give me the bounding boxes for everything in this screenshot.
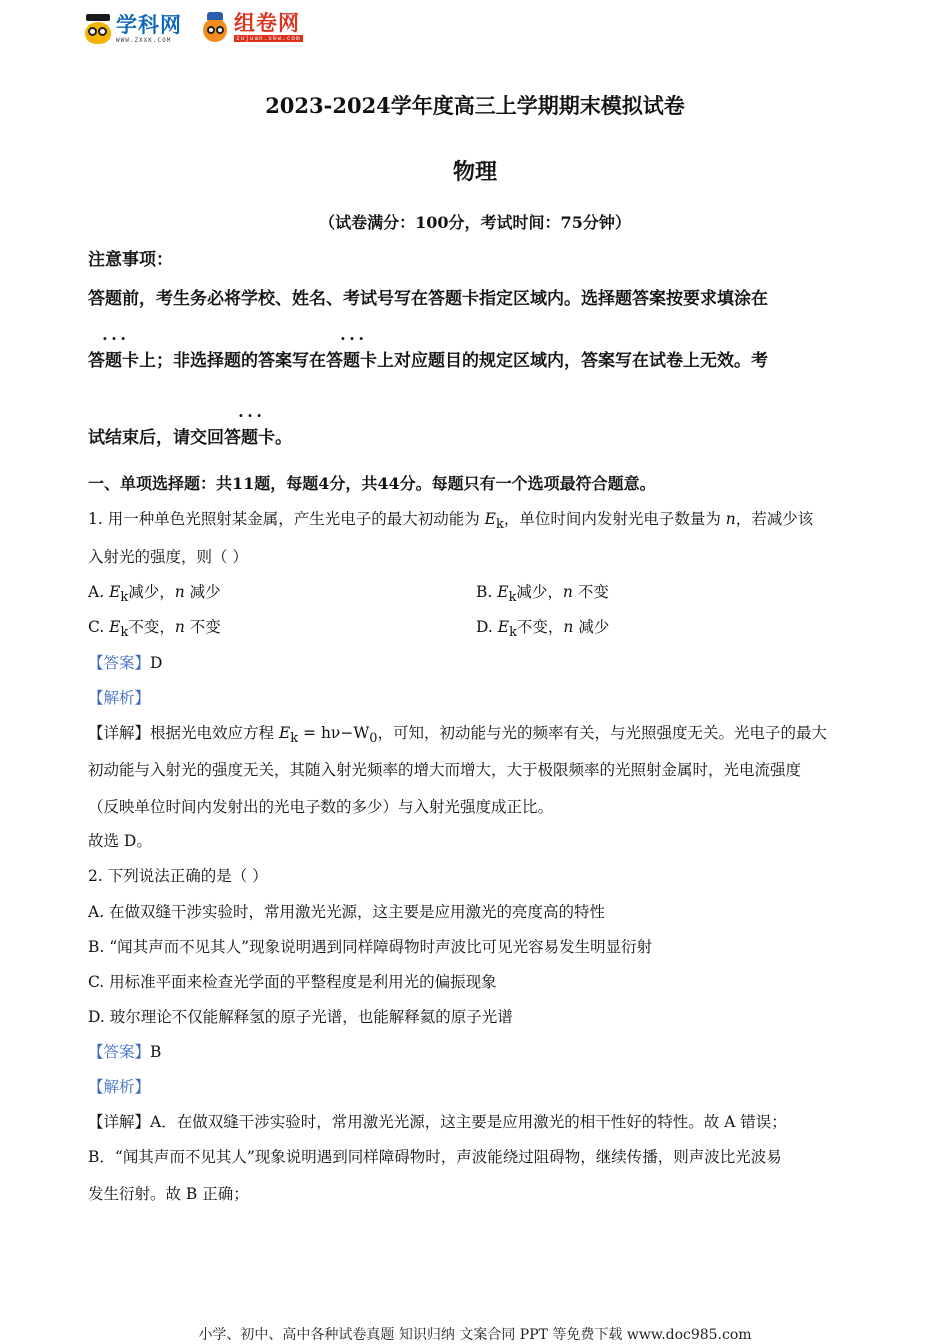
q1-conclusion: 故选 D。 <box>88 832 152 850</box>
q2-detail-line-3: 发生衍射。故 B 正确； <box>88 1185 249 1203</box>
q2-detail-line-1: 【详解】A．在做双缝干涉实验时，常用激光光源，这主要是应用激光的相干性好的特性。故 A 错误； <box>88 1113 787 1131</box>
q1-detail-line-1: 【详解】根据光电效应方程 $E_k = h\nu-W_0$，可知，初动能与光的频率有关，与光照强度无关。光电子的最大 <box>88 724 828 747</box>
q2-stem: 2. 下列说法正确的是（ ） <box>88 867 268 885</box>
xuekewang-logo[interactable] <box>84 14 182 44</box>
q1-option-b: B. $E_k$减少，n 不变 <box>476 583 609 606</box>
emphasis-answer-card: 答题卡 <box>326 351 377 371</box>
logo-name: 组卷网 <box>234 11 300 35</box>
q2-option-d: D. 玻尔理论不仅能解释氢的原子光谱，也能解释氦的原子光谱 <box>88 1008 513 1026</box>
emphasis-answer-card: 答题卡 <box>88 351 139 371</box>
q2-detail-line-2: B．“闻其声而不见其人”现象说明遇到同样障碍物时，声波能绕过阻碍物，继续传播，则声波比光波易 <box>88 1148 782 1166</box>
notice-line-3: 试结束后，请交回答题卡。 <box>88 428 292 448</box>
notice-heading: 注意事项： <box>88 250 173 270</box>
q1-detail-line-2: 初动能与入射光的强度无关，其随入射光频率的增大而增大，大于极限频率的光照射金属时，光电流强度 <box>88 761 802 779</box>
notice-line-2: 答题卡上；非选择题的答案写在答题卡上对应题目的规定区域内，答案写在试卷上无效。考 <box>88 351 768 371</box>
logo-name: 学科网 <box>116 13 182 37</box>
emphasis-answer-card: 答题卡 <box>224 428 275 448</box>
owl-mascot-icon <box>84 14 112 44</box>
q1-detail-line-3: （反映单位时间内发射出的光电子数的多少）与入射光强度成正比。 <box>88 798 554 816</box>
zujuanwang-logo[interactable] <box>200 12 303 44</box>
pencil-mascot-icon <box>200 12 230 44</box>
exam-title: 2023-2024学年度高三上学期期末模拟试卷 <box>265 93 685 118</box>
q1-answer: 【答案】D <box>88 654 163 672</box>
logo-url: zujuan.xkw.com <box>236 35 301 42</box>
q1-option-c: C. $E_k$不变，n 不变 <box>88 618 221 641</box>
exam-meta: （试卷满分：100分，考试时间：75分钟） <box>319 213 631 232</box>
page-footer: 小学、初中、高中各种试卷真题 知识归纳 文案合同 PPT 等免费下载 www.doc985.com <box>198 1327 752 1343</box>
q1-stem-line-2: 入射光的强度，则（ ） <box>88 548 248 566</box>
q1-option-d: D. $E_k$不变，n 减少 <box>476 618 610 641</box>
q1-stem-line-1: 1. 用一种单色光照射某金属，产生光电子的最大初动能为 $E_k$，单位时间内发射光电子数量为 n，若减少该 <box>88 510 814 533</box>
section-heading: 一、单项选择题：共11题，每题4分，共44分。每题只有一个选项最符合题意。 <box>88 474 656 493</box>
q1-option-a: A. $E_k$减少，n 减少 <box>88 583 221 606</box>
q1-analysis-label: 【解析】 <box>88 689 151 707</box>
exam-subject: 物理 <box>452 159 497 185</box>
q2-option-b: B. “闻其声而不见其人”现象说明遇到同样障碍物时声波比可见光容易发生明显衍射 <box>88 938 653 956</box>
q2-option-a: A. 在做双缝干涉实验时，常用激光光源，这主要是应用激光的亮度高的特性 <box>88 903 606 921</box>
logo-url: WWW.ZXXK.COM <box>116 37 172 44</box>
q2-analysis-label: 【解析】 <box>88 1078 151 1096</box>
q2-option-c: C. 用标准平面来检查光学面的平整程度是利用光的偏振现象 <box>88 973 497 991</box>
notice-line-1: 答题前，考生务必将学校、姓名、考试号写在答题卡指定区域内。选择题答案按要求填涂在 <box>88 289 768 309</box>
q2-answer: 【答案】B <box>88 1043 162 1061</box>
